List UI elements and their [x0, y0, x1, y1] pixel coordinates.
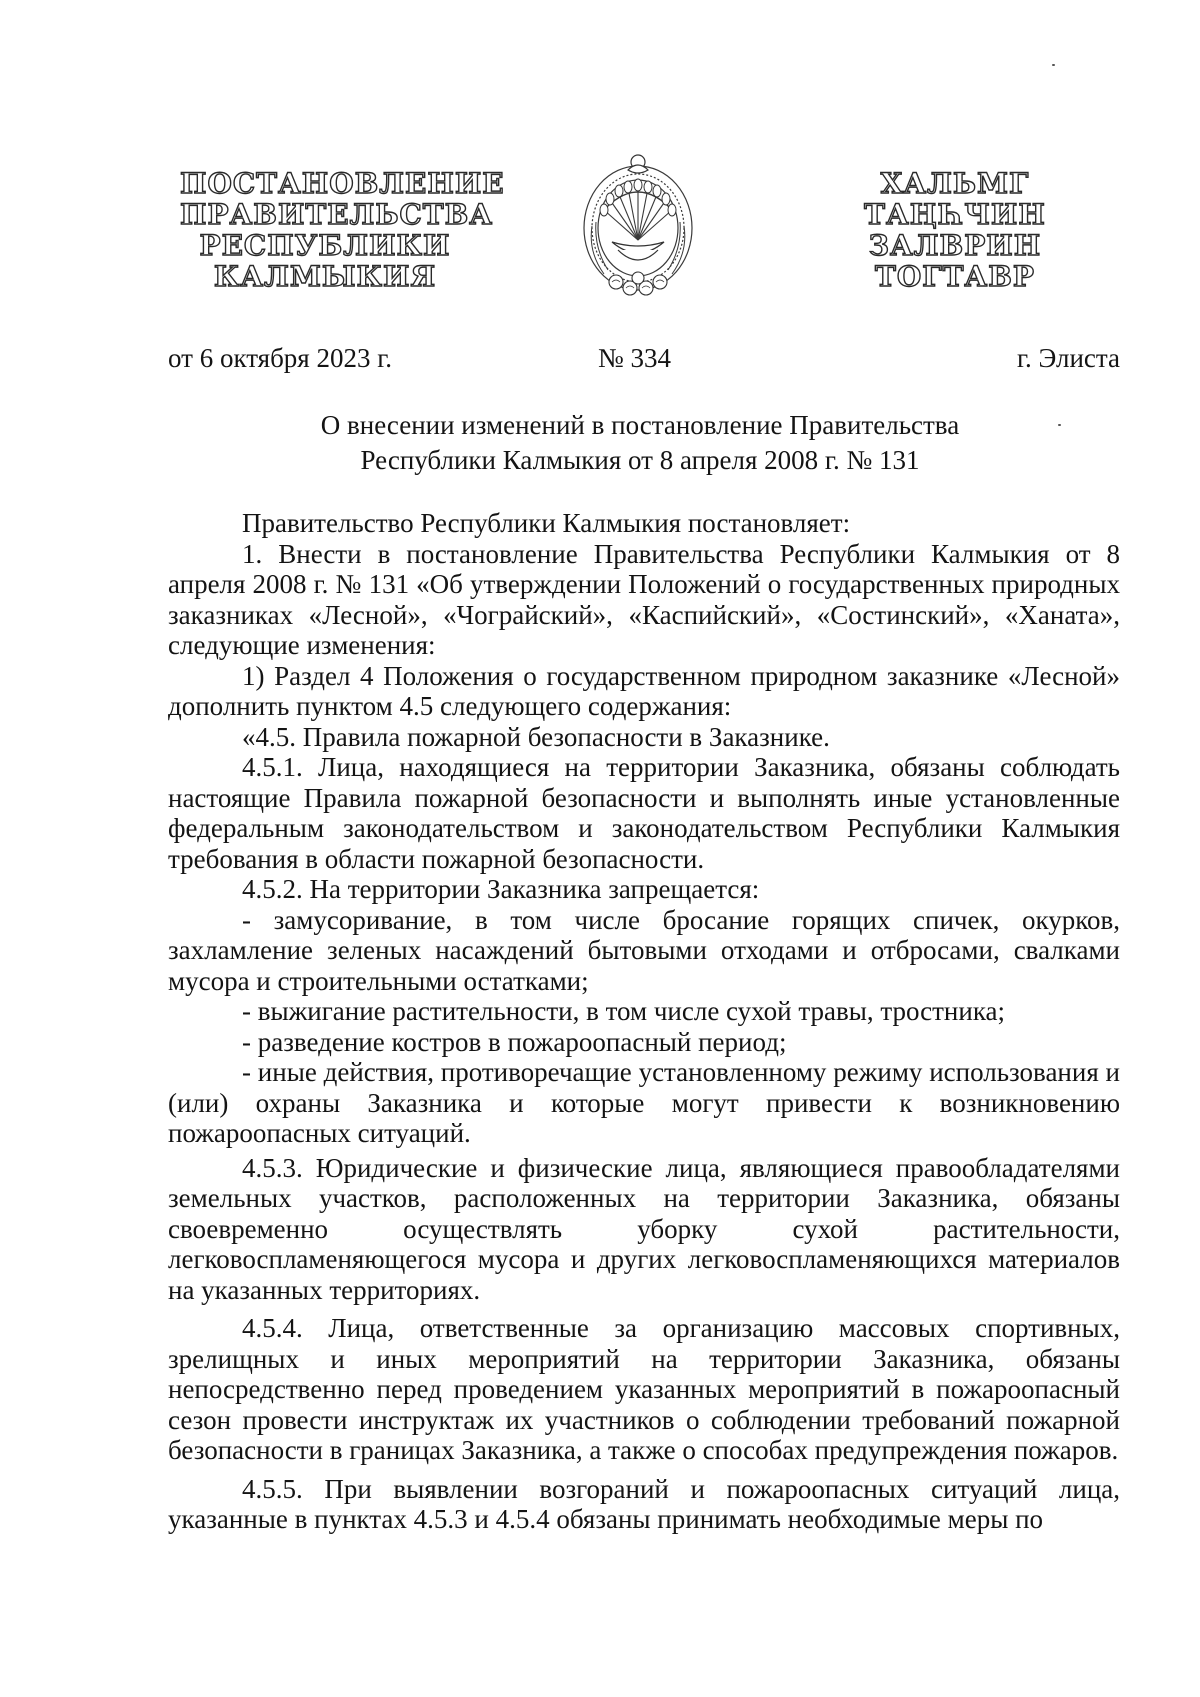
title-line: О внесении изменений в постановление Правительства [320, 410, 960, 440]
header-title-russian [180, 167, 505, 293]
document-body [168, 508, 1120, 1535]
header-left-line: ПОСТАНОВЛЕНИЕ [180, 167, 505, 200]
body-paragraph: 4.5.2. На территории Заказника запрещается: [242, 874, 760, 904]
header-left-line: РЕСПУБЛИКИ [199, 229, 451, 262]
body-paragraph: «4.5. Правила пожарной безопасности в Заказнике. [242, 721, 830, 752]
body-paragraph: - иные действия, противоречащие установленному режиму использования и (или) охраны Заказника и которые могут привести к возникновению пожароопасных ситуаций. [168, 1057, 1120, 1148]
document-date: от 6 октября 2023 г. [168, 343, 393, 373]
document-title [160, 408, 1120, 478]
title-line: Республики Калмыкия от 8 апреля 2008 г. № 131 [360, 445, 920, 475]
body-paragraph: - выжигание растительности, в том числе сухой травы, тростника; [242, 996, 1006, 1026]
header-right-line: ТАҢҺЧИН [864, 198, 1046, 231]
header-right-line: ТОГТАВР [875, 260, 1035, 293]
scan-speck [1058, 424, 1061, 426]
body-paragraph: - разведение костров в пожароопасный период; [242, 1026, 787, 1057]
document-number: № 334 [598, 343, 672, 373]
header-right-line: ЗАЛВРИН [868, 229, 1042, 262]
body-paragraph: 4.5.3. Юридические и физические лица, являющиеся правообладателями земельных участков, расположенных на территории Заказника, обязаны своевременно осуществлять уборку сухой растительности, легковоспламеняющегося мусора и других легковоспламеняющихся материалов на указанных территориях. [168, 1152, 1120, 1305]
header-title-kalmyk [860, 168, 1050, 292]
body-paragraph: 4.5.4. Лица, ответственные за организацию массовых спортивных, зрелищных и иных мероприятий на территории Заказника, обязаны непосредственно перед проведением указанных мероприятий в пожароопасный сезон провести инструктаж их участников о соблюдении требований пожарной безопасности в границах Заказника, а также о способах предупреждения пожаров. [168, 1313, 1120, 1465]
kalmykia-emblem-icon [578, 152, 698, 300]
document-city: г. Элиста [1016, 343, 1120, 373]
body-paragraph: 4.5.1. Лица, находящиеся на территории Заказника, обязаны соблюдать настоящие Правила пожарной безопасности и выполнять иные установленные федеральным законодательством и законодательством Республики Калмыкия требования в области пожарной безопасности. [168, 752, 1120, 874]
header-left-line: ПРАВИТЕЛЬСТВА [180, 198, 494, 231]
header-left-line: КАЛМЫКИЯ [213, 260, 437, 293]
body-paragraph: Правительство Республики Калмыкия постановляет: [242, 508, 851, 538]
body-paragraph: - замусоривание, в том числе бросание горящих спичек, окурков, захламление зеленых насаждений бытовыми отходами и отбросами, свалками мусора и строительными остатками; [168, 904, 1120, 996]
body-paragraph: 1. Внести в постановление Правительства Республики Калмыкия от 8 апреля 2008 г. № 131 «Об утверждении Положений о государственных природных заказниках «Лесной», «Чограйский», «Каспийский», «Состинский», «Ханата», следующие изменения: [168, 538, 1120, 660]
scan-speck [1052, 64, 1055, 66]
body-paragraph: 1) Раздел 4 Положения о государственном природном заказнике «Лесной» дополнить пунктом 4.5 следующего содержания: [168, 660, 1120, 721]
header-right-line: ХАЛЬМГ [880, 167, 1030, 200]
body-paragraph: 4.5.5. При выявлении возгораний и пожароопасных ситуаций лица, указанные в пунктах 4.5.3 и 4.5.4 обязаны принимать необходимые меры по [168, 1473, 1120, 1534]
